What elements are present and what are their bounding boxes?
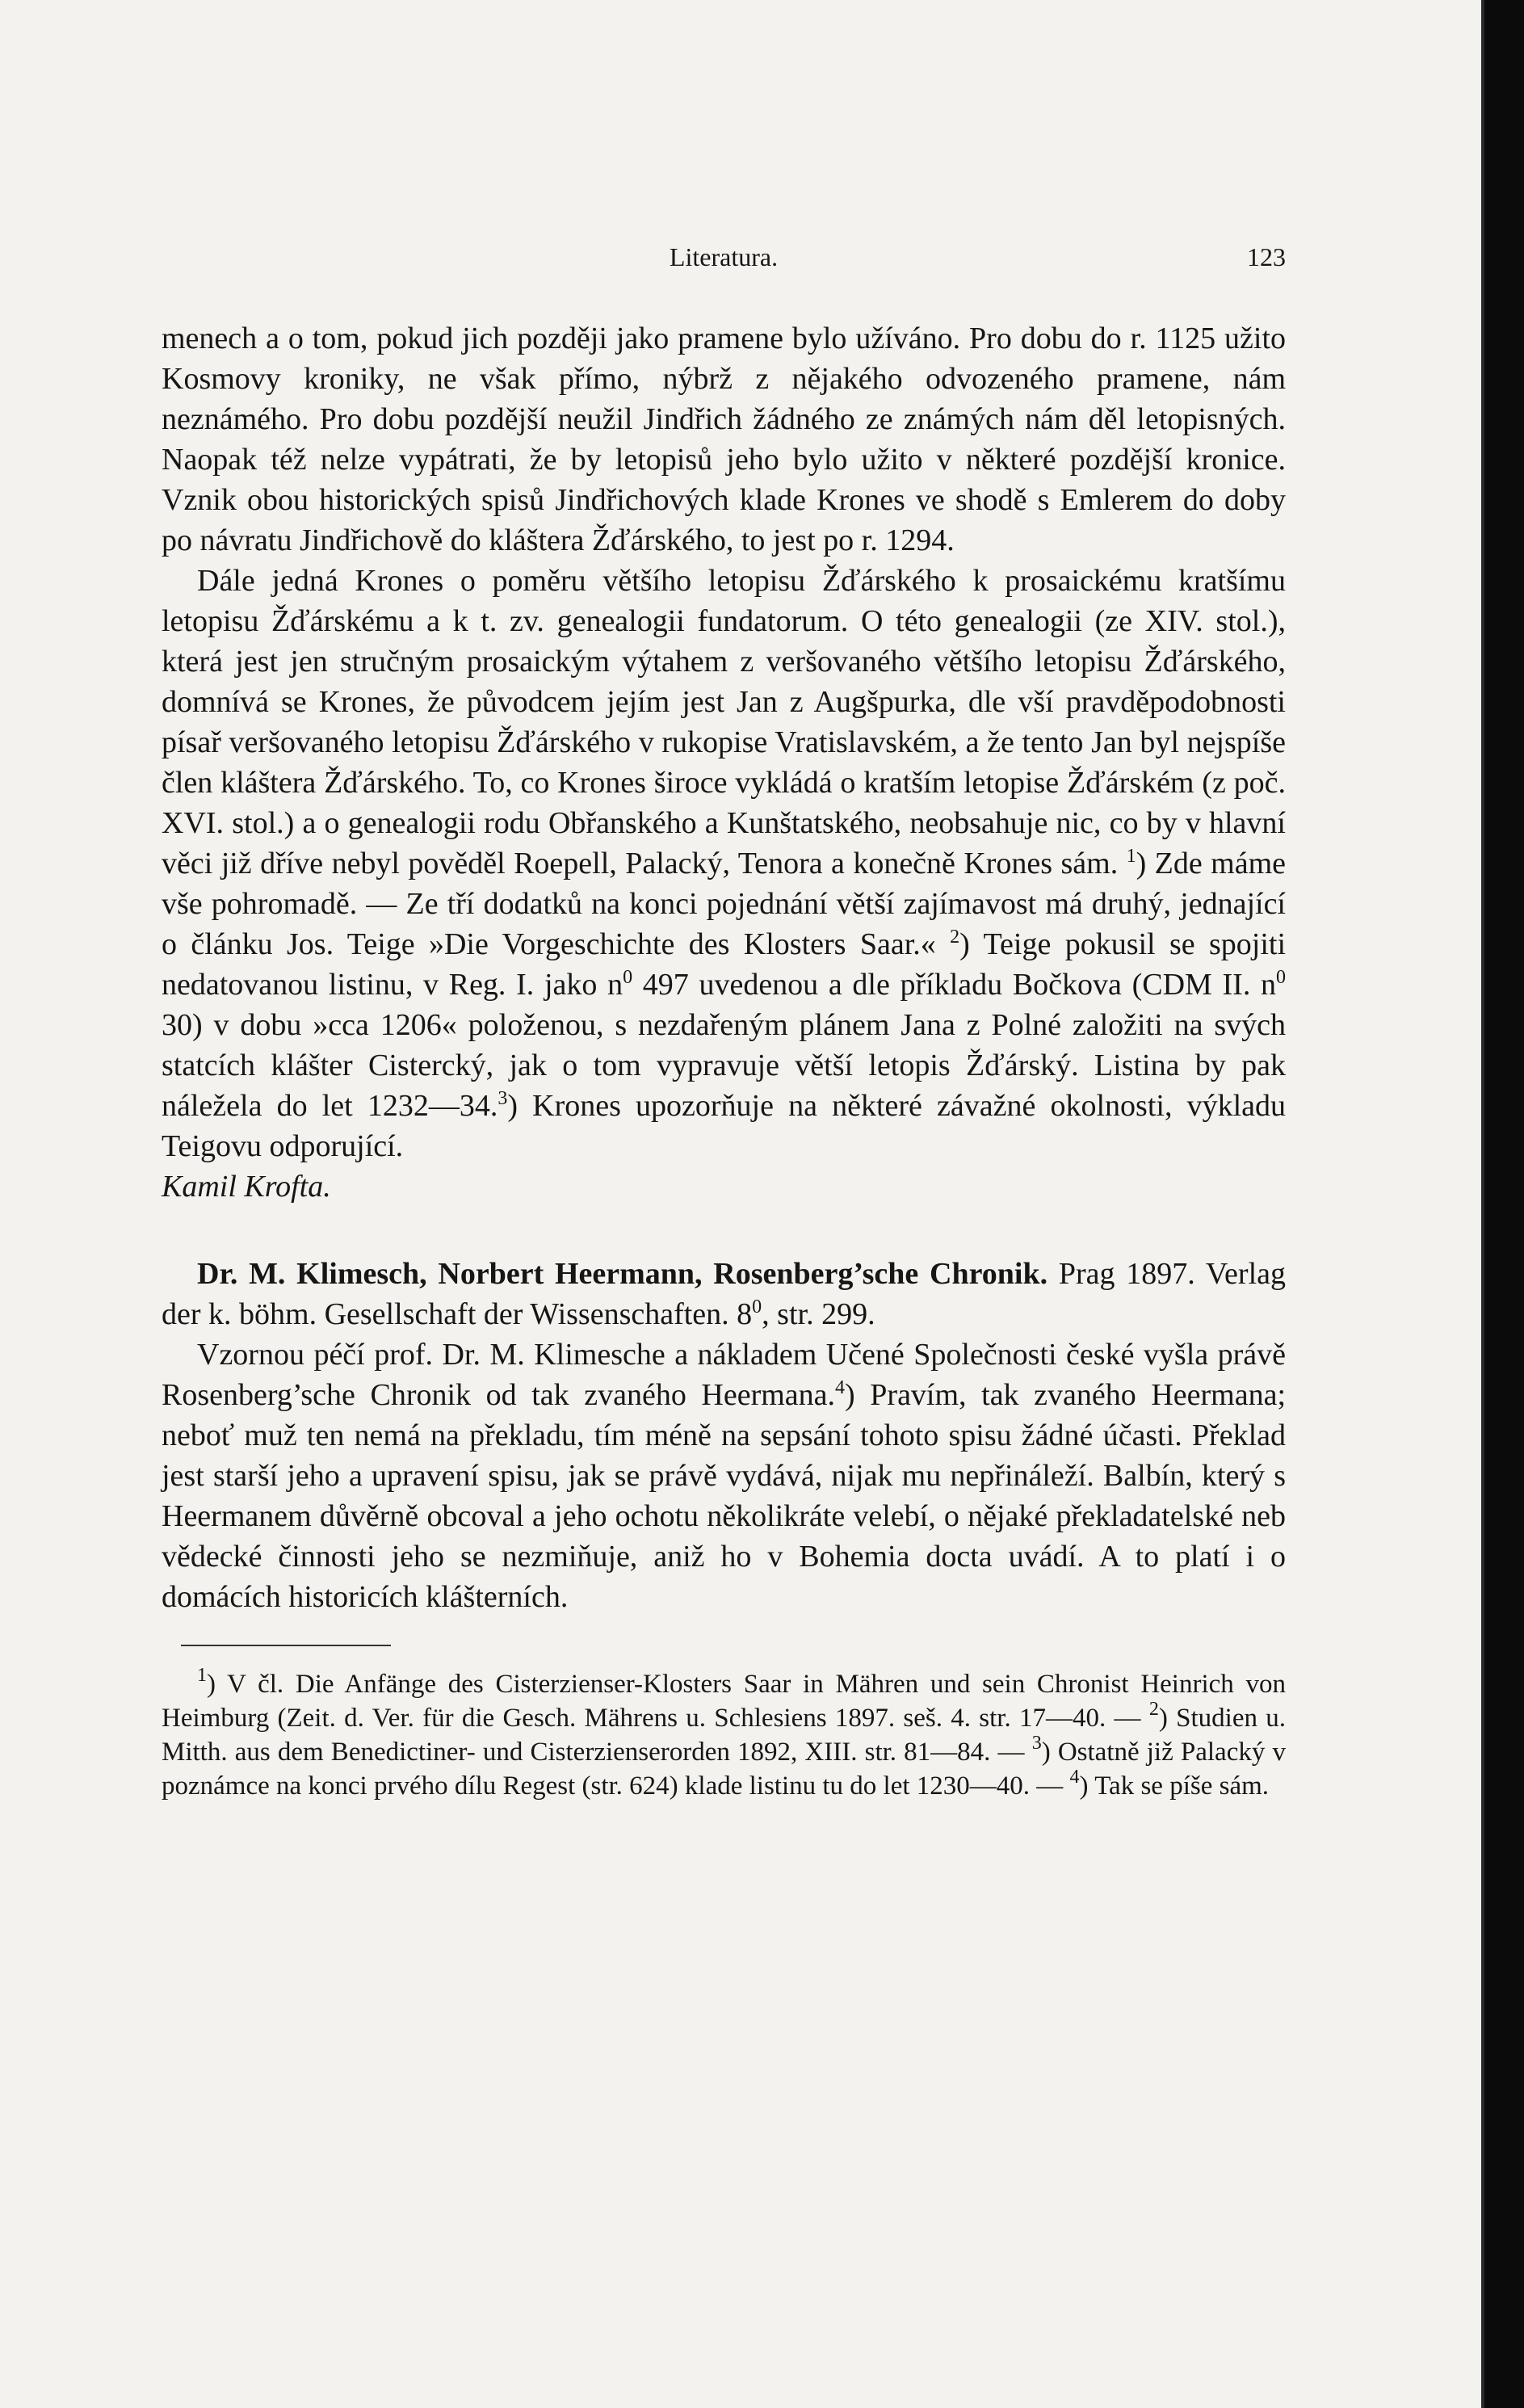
review1-p2-text-b: Zde máme vše pohromadě. — Ze tří dodatků na konci pojednání větší zajímavost má druhý, jednající o článku Jos. Teige »Die Vorgeschichte des Klosters Saar.« [162, 847, 1287, 961]
review1-p2-text-c: Teige pokusil se spojiti nedatovanou listinu, v Reg. I. jako n [162, 927, 1287, 1002]
review2-p1-text: Vzornou péčí prof. Dr. M. Klimesche a nákladem Učené Společnosti české vyšla právě Rosenberg’sche Chronik od tak zvaného Heermana. [162, 1338, 1286, 1412]
review1-p2-text-e: 30) v dobu »cca 1206« položenou, s nezdařeným plánem Jana z Polné založiti na svých statcích klášter Cistercký, jak o tom vypravuje větší letopis Žďárský. Listina by pak náležela do let 1232—34. [162, 1008, 1286, 1123]
footnote-divider [181, 1645, 391, 1646]
numero-sup-1: 0 [623, 967, 633, 988]
review1-p2-text-f: Krones upozorňuje na některé závažné okolnosti, výkladu Teigovu odporující. [162, 1089, 1287, 1163]
footnote-1-text: V čl. Die Anfänge des Cisterzienser-Klosters Saar in Mähren und sein Chronist Heinrich von Heimburg (Zeit. d. Ver. für die Gesch. Mährens u. Schlesiens 1897. seš. 4. str. 17—40. — [162, 1670, 1286, 1733]
text-column [162, 318, 1286, 1803]
footnote-3-text: Ostatně již Palacký v poznámce na konci prvého dílu Regest (str. 624) klade listinu tu do let 1230—40. — [162, 1738, 1286, 1801]
review2-paragraph-1: Vzornou péčí prof. Dr. M. Klimesche a nákladem Učené Společnosti české vyšla právě Rosenberg’sche Chronik od tak zvaného Heermana.$^4$) Pravím, tak zvaného Heermana; neboť muž ten nemá na překladu, tím méně na sepsání tohoto spisu žádné účasti. Překlad jest starší jeho a upravení spisu, jak se právě vydává, nijak mu nepřináleží. Balbín, který s Heermanem důvěrně obcoval a jeho ochotu několikráte velebí, o nějaké překladatelské neb vědecké činnosti jeho se nezmiňuje, aniž ho v Bohemia docta uvádí. A to platí i o domácích historicích klášterních. [162, 1338, 1286, 1614]
footnote-mark-4: 4 [1069, 1767, 1080, 1788]
review2-heading [162, 1254, 1286, 1334]
review2-publication-b: , str. 299. [762, 1297, 875, 1331]
running-title: Literatura. [669, 242, 779, 271]
footnote-ref-1: 1 [1126, 846, 1136, 867]
review1-paragraph-1: menech a o tom, pokud jich později jako pramene bylo užíváno. Pro dobu do r. 1125 užito Kosmovy kroniky, ne však přímo, nýbrž z nějakého odvozeného pramene, nám neznámého. Pro dobu pozdější neužil Jindřich žádného ze známých nám děl letopisných. Naopak též nelze vypátrati, že by letopisů jeho bylo užito v některé pozdější kronice. Vznik obou historických spisů Jindřichových klade Krones ve shodě s Emlerem do doby po návratu Jindřichově do kláštera Žďárského, to jest po r. 1294. [162, 321, 1286, 557]
format-degree: 0 [752, 1296, 762, 1317]
review1-p2-text: Dále jedná Krones o poměru většího letopisu Žďárského k prosaickému kratšímu letopisu Žďárskému a k t. zv. genealogii fundatorum. O této genealogii (ze XIV. stol.), která jest jen stručným prosaickým výtahem z veršovaného většího letopisu Žďárského, domnívá se Krones, že původcem jejím jest Jan z Augšpurka, dle vší pravděpodobnosti písař veršovaného letopisu Žďárského v rukopise Vratislavském, a že tento Jan byl nejspíše člen kláštera Žďárského. To, co Krones široce vykládá o kratším letopise Žďárském (z poč. XVI. stol.) a o genealogii rodu Obřanského a Kunštatského, neobsahuje nic, co by v hlavní věci již dříve nebyl pověděl Roepell, Palacký, Tenora a konečně Krones sám. [162, 564, 1286, 880]
footnote-ref-3: 3 [498, 1088, 508, 1109]
review1-signature: Kamil Krofta. [162, 1170, 331, 1204]
review2-authors-title: Dr. M. Klimesch, Norbert Heermann, Rosenberg’sche Chronik. [197, 1257, 1048, 1291]
footnote-mark-2: 2 [1148, 1699, 1159, 1720]
footnote-4-text: Tak se píše sám. [1094, 1771, 1270, 1801]
footnote-mark-3: 3 [1031, 1733, 1042, 1754]
footnotes [162, 1667, 1286, 1803]
numero-sup-2: 0 [1276, 967, 1287, 988]
page-number: 123 [1247, 242, 1286, 271]
footnote-ref-4: 4 [835, 1377, 846, 1398]
review2-p1-text-b: Pravím, tak zvaného Heermana; neboť muž ten nemá na překladu, tím méně na sepsání tohoto spisu žádné účasti. Překlad jest starší jeho a upravení spisu, jak se právě vydává, nijak mu nepřináleží. Balbín, který s Heermanem důvěrně obcoval a jeho ochotu několikráte velebí, o nějaké překladatelské neb vědecké činnosti jeho se nezmiňuje, aniž ho v Bohemia docta uvádí. A to platí i o domácích historicích klášterních. [162, 1378, 1286, 1614]
review1-p2-text-d: 497 uvedenou a dle příkladu Bočkova (CDM II. n [642, 968, 1277, 1002]
footnote-block: $^1$) V čl. Die Anfänge des Cisterzienser-Klosters Saar in Mähren und sein Chronist Heinrich von Heimburg (Zeit. d. Ver. für die Gesch. Mährens u. Schlesiens 1897. seš. 4. str. 17—40. — $^2$) Studien u. Mitth. aus dem Benedictiner- und Cisterzienserorden 1892, XIII. str. 81—84. — $^3$) Ostatně již Palacký v poznámce na konci prvého dílu Regest (str. 624) klade listinu tu do let 1230—40. — $^4$) Tak se píše sám. [162, 1665, 1286, 1801]
footnote-mark-1: 1 [197, 1665, 207, 1686]
footnote-ref-2: 2 [950, 927, 960, 948]
running-header [162, 242, 1286, 283]
review2-publication: Prag 1897. Verlag der k. böhm. Gesellschaft der Wissenschaften. 8 [162, 1257, 1287, 1331]
footnote-2-text: Studien u. Mitth. aus dem Benedictiner- und Cisterzienserorden 1892, XIII. str. 81—84. — [162, 1704, 1286, 1767]
review1-paragraph-2: Dále jedná Krones o poměru většího letopisu Žďárského k prosaickému kratšímu letopisu Žďárskému a k t. zv. genealogii fundatorum. O této genealogii (ze XIV. stol.), která jest jen stručným prosaickým výtahem z veršovaného většího letopisu Žďárského, domnívá se Krones, že původcem jejím jest Jan z Augšpurka, dle vší pravděpodobnosti písař veršovaného letopisu Žďárského v rukopise Vratislavském, a že tento Jan byl nejspíše člen kláštera Žďárského. To, co Krones široce vykládá o kratším letopise Žďárském (z poč. XVI. stol.) a o genealogii rodu Obřanského a Kunštatského, neobsahuje nic, co by v hlavní věci již dříve nebyl pověděl Roepell, Palacký, Tenora a konečně Krones sám. $^1$) Zde máme vše pohromadě. — Ze tří dodatků na konci pojednání větší zajímavost má druhý, jednající o článku Jos. Teige »Die Vorgeschichte des Klosters Saar.« $^2$) Teige pokusil se spojiti nedatovanou listinu, v Reg. I. jako $n^0$ 497 uvedenou a dle příkladu Bočkova (CDM II. $n^0$ 30) v dobu »cca 1206« položenou, s nezdařeným plánem Jana z Polné založiti na svých statcích klášter Cistercký, jak o tom vypravuje větší letopis Žďárský. Listina by pak náležela do let 1232—34.$^3$) Krones upozorňuje na některé závažné okolnosti, výkladu Teigovu odporující. [162, 564, 1287, 1163]
